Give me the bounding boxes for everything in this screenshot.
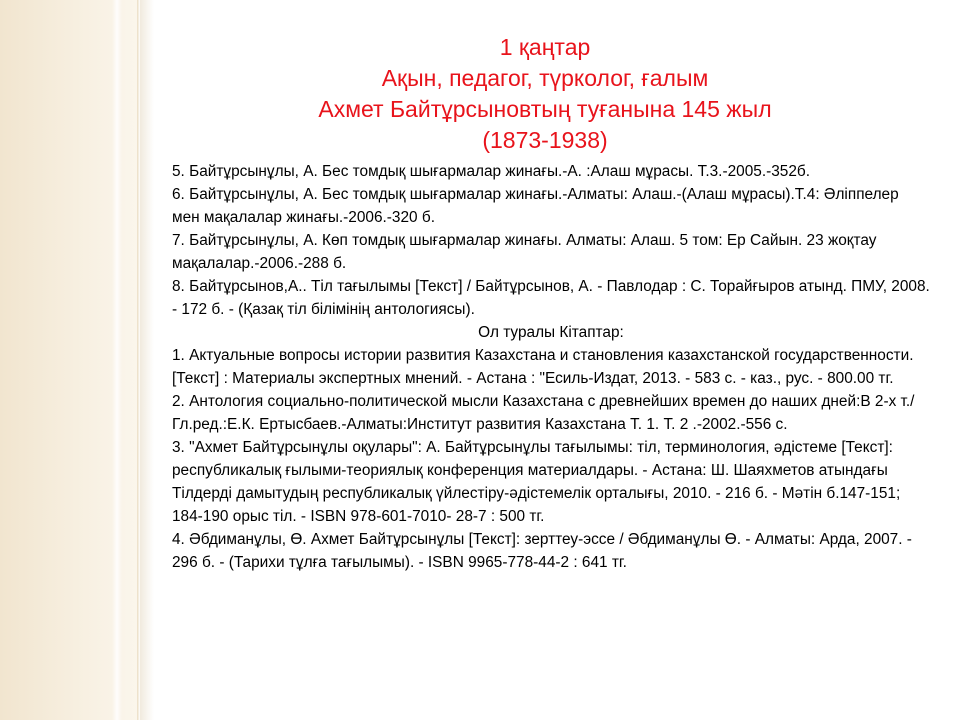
section-heading: Ол туралы Кітаптар: (478, 324, 624, 341)
title-date: 1 қаңтар (499, 34, 591, 60)
bibliography-entry: 8. Байтұрсынов,А.. Тіл тағылымы [Текст] / Байтұрсынов, А. - Павлодар : С. Торайғыров атынд. ПМУ, 2008. - 172 б. - (Қазақ тіл білімінің антологиясы). (172, 278, 930, 318)
bibliography-entry: 3. "Ахмет Байтұрсынұлы оқулары": А. Байтұрсынұлы тағылымы: тіл, терминология, әдістеме [Текст]: республикалық ғылыми-теориялық конференция материалдары. - Астана: Ш. Шаяхметов атындағы Тілдерді дамытудың республикалық үйлестіру-әдістемелік орталығы, 2010. - 216 б. - Мәтін б.147-151; 184-190 орыс тіл. - ISBN 978-601-7010- 28-7 : 500 тг. (172, 439, 901, 525)
bibliography-entry: 1. Актуальные вопросы истории развития Казахстана и становления казахстанской государственности. [Текст] : Материалы экспертных мнений. - Астана : "Есиль-Издат, 2013. - 583 с. - каз., рус. - 800.00 тг. (172, 347, 914, 387)
title-anniversary: Ахмет Байтұрсыновтың туғанына 145 жыл (318, 96, 772, 122)
slide-title (140, 32, 950, 156)
title-roles: Ақын, педагог, түрколог, ғалым (381, 65, 709, 91)
bibliography-entry: 6. Байтұрсынұлы, А. Бес томдық шығармалар жинағы.-Алматы: Алаш.-(Алаш мұрасы).Т.4: Әліппелер мен мақалалар жинағы.-2006.-320 б. (172, 186, 899, 226)
bibliography-entry: 4. Әбдиманұлы, Ө. Ахмет Байтұрсынұлы [Текст]: зерттеу-эссе / Әбдиманұлы Ө. - Алматы: Арда, 2007. - 296 б. - (Тарихи тұлға тағылымы). - ISBN 9965-778-44-2 : 641 тг. (172, 531, 912, 571)
bibliography-entry: 7. Байтұрсынұлы, А. Көп томдық шығармалар жинағы. Алматы: Алаш. 5 том: Ер Сайын. 23 жоқтау мақалалар.-2006.-288 б. (172, 232, 877, 272)
title-years: (1873-1938) (482, 127, 608, 153)
decorative-side-stripe (112, 0, 122, 720)
bibliography-entry: 2. Антология социально-политической мысли Казахстана с древнейших времен до наших дней:В 2-х т./Гл.ред.:Е.К. Ертысбаев.-Алматы:Институт развития Казахстана Т. 1. Т. 2 .-2002.-556 с. (172, 393, 915, 433)
bibliography (172, 160, 930, 574)
bibliography-entry: 5. Байтұрсынұлы, А. Бес томдық шығармалар жинағы.-А. :Алаш мұрасы. Т.3.-2005.-352б. (172, 163, 810, 180)
